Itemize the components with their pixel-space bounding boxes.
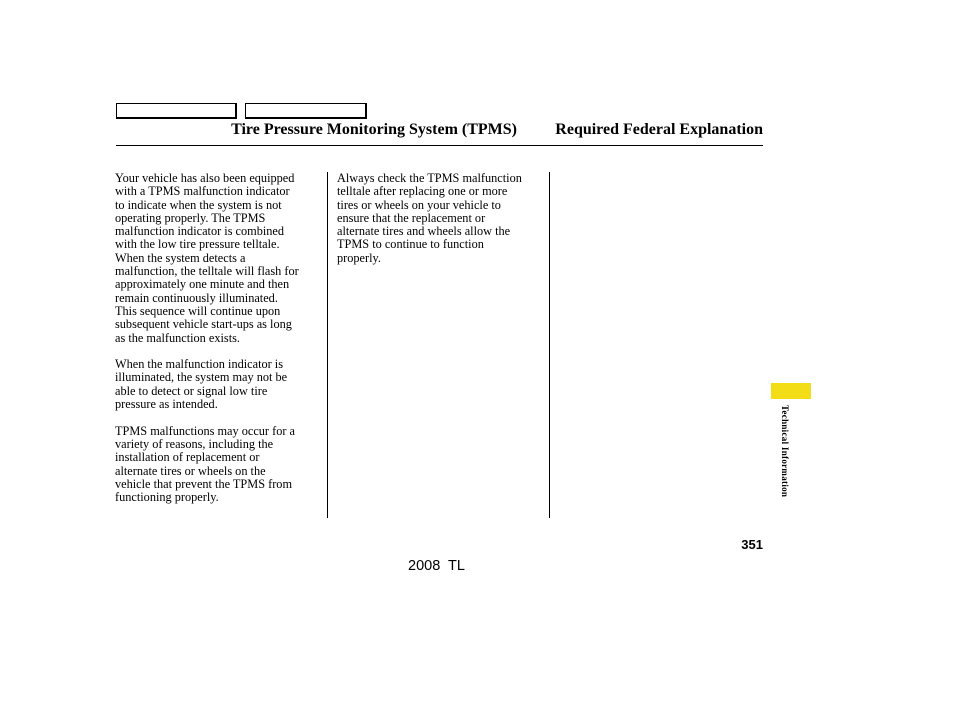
paragraph: Your vehicle has also been equipped with a TPMS malfunction indicator to indicate when the system is not operating properly. The TPMS malfunction indicator is combined with the low tire pressure telltale. When the system detects a malfunction, the telltale will flash for approximately one minute and then remain continuously illuminated. This sequence will continue upon subsequent vehicle start-ups as long as the malfunction exists. — [115, 171, 299, 345]
section-title: Tire Pressure Monitoring System (TPMS) — [231, 121, 517, 138]
nav-button-next[interactable] — [245, 103, 367, 119]
column-divider — [327, 172, 328, 518]
paragraph: TPMS malfunctions may occur for a variety of reasons, including the installation of replacement or alternate tires or wheels on the vehicle that prevent the TPMS from functioning properly. — [115, 423, 295, 505]
section-tab-label: Technical Information — [780, 405, 790, 498]
nav-button-prev[interactable] — [116, 103, 237, 119]
text-column-2 — [337, 172, 545, 278]
column-divider — [549, 172, 550, 518]
paragraph: When the malfunction indicator is illuminated, the system may not be able to detect or signal low tire pressure as intended. — [115, 357, 288, 412]
section-tab-marker — [771, 383, 811, 399]
page-number: 351 — [741, 537, 763, 552]
model-label: 2008 TL — [408, 558, 465, 574]
text-column-1 — [115, 172, 325, 518]
paragraph: Always check the TPMS malfunction telltale after replacing one or more tires or wheels on your vehicle to ensure that the replacement or alternate tires and wheels allow the TPMS to continue to function properly. — [337, 171, 522, 265]
section-subtitle: Required Federal Explanation — [555, 121, 763, 138]
header-rule — [116, 145, 763, 146]
